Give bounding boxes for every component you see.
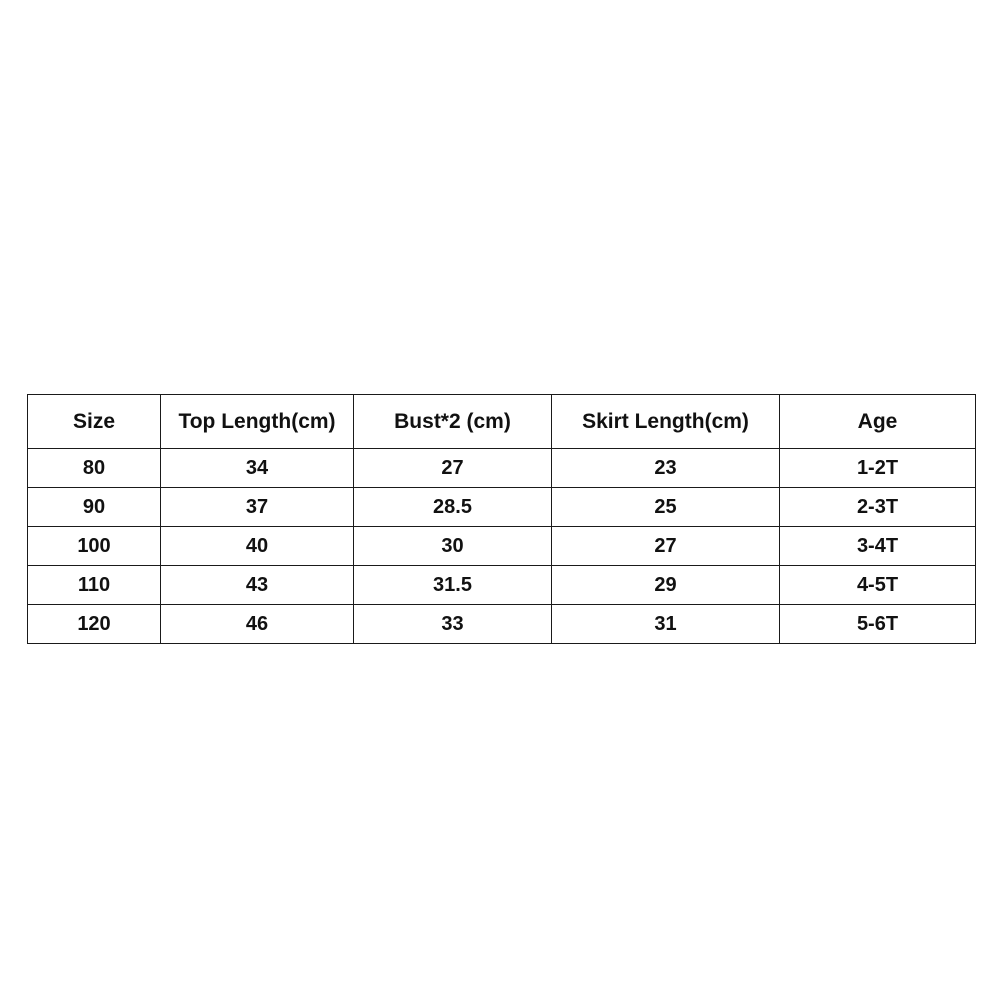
cell-top-length: 46 [161, 605, 354, 644]
column-header-age: Age [780, 395, 976, 449]
cell-top-length: 40 [161, 527, 354, 566]
size-chart-table [27, 394, 976, 644]
cell-age: 4-5T [780, 566, 976, 605]
cell-age: 3-4T [780, 527, 976, 566]
cell-size: 80 [28, 449, 161, 488]
column-header-skirt-length: Skirt Length(cm) [552, 395, 780, 449]
cell-bust: 31.5 [354, 566, 552, 605]
cell-age: 1-2T [780, 449, 976, 488]
column-header-top-length: Top Length(cm) [161, 395, 354, 449]
cell-bust: 28.5 [354, 488, 552, 527]
cell-top-length: 34 [161, 449, 354, 488]
table-row [28, 449, 976, 488]
table-row [28, 605, 976, 644]
cell-top-length: 37 [161, 488, 354, 527]
cell-age: 2-3T [780, 488, 976, 527]
cell-size: 110 [28, 566, 161, 605]
table-row [28, 566, 976, 605]
column-header-size: Size [28, 395, 161, 449]
cell-bust: 33 [354, 605, 552, 644]
cell-size: 100 [28, 527, 161, 566]
size-chart-container [27, 394, 975, 644]
cell-skirt-length: 27 [552, 527, 780, 566]
cell-top-length: 43 [161, 566, 354, 605]
cell-skirt-length: 23 [552, 449, 780, 488]
cell-skirt-length: 25 [552, 488, 780, 527]
table-row [28, 488, 976, 527]
table-body [28, 449, 976, 644]
table-header-row [28, 395, 976, 449]
cell-size: 90 [28, 488, 161, 527]
column-header-bust: Bust*2 (cm) [354, 395, 552, 449]
cell-bust: 30 [354, 527, 552, 566]
cell-bust: 27 [354, 449, 552, 488]
table-header [28, 395, 976, 449]
table-row [28, 527, 976, 566]
cell-size: 120 [28, 605, 161, 644]
cell-skirt-length: 31 [552, 605, 780, 644]
cell-skirt-length: 29 [552, 566, 780, 605]
cell-age: 5-6T [780, 605, 976, 644]
